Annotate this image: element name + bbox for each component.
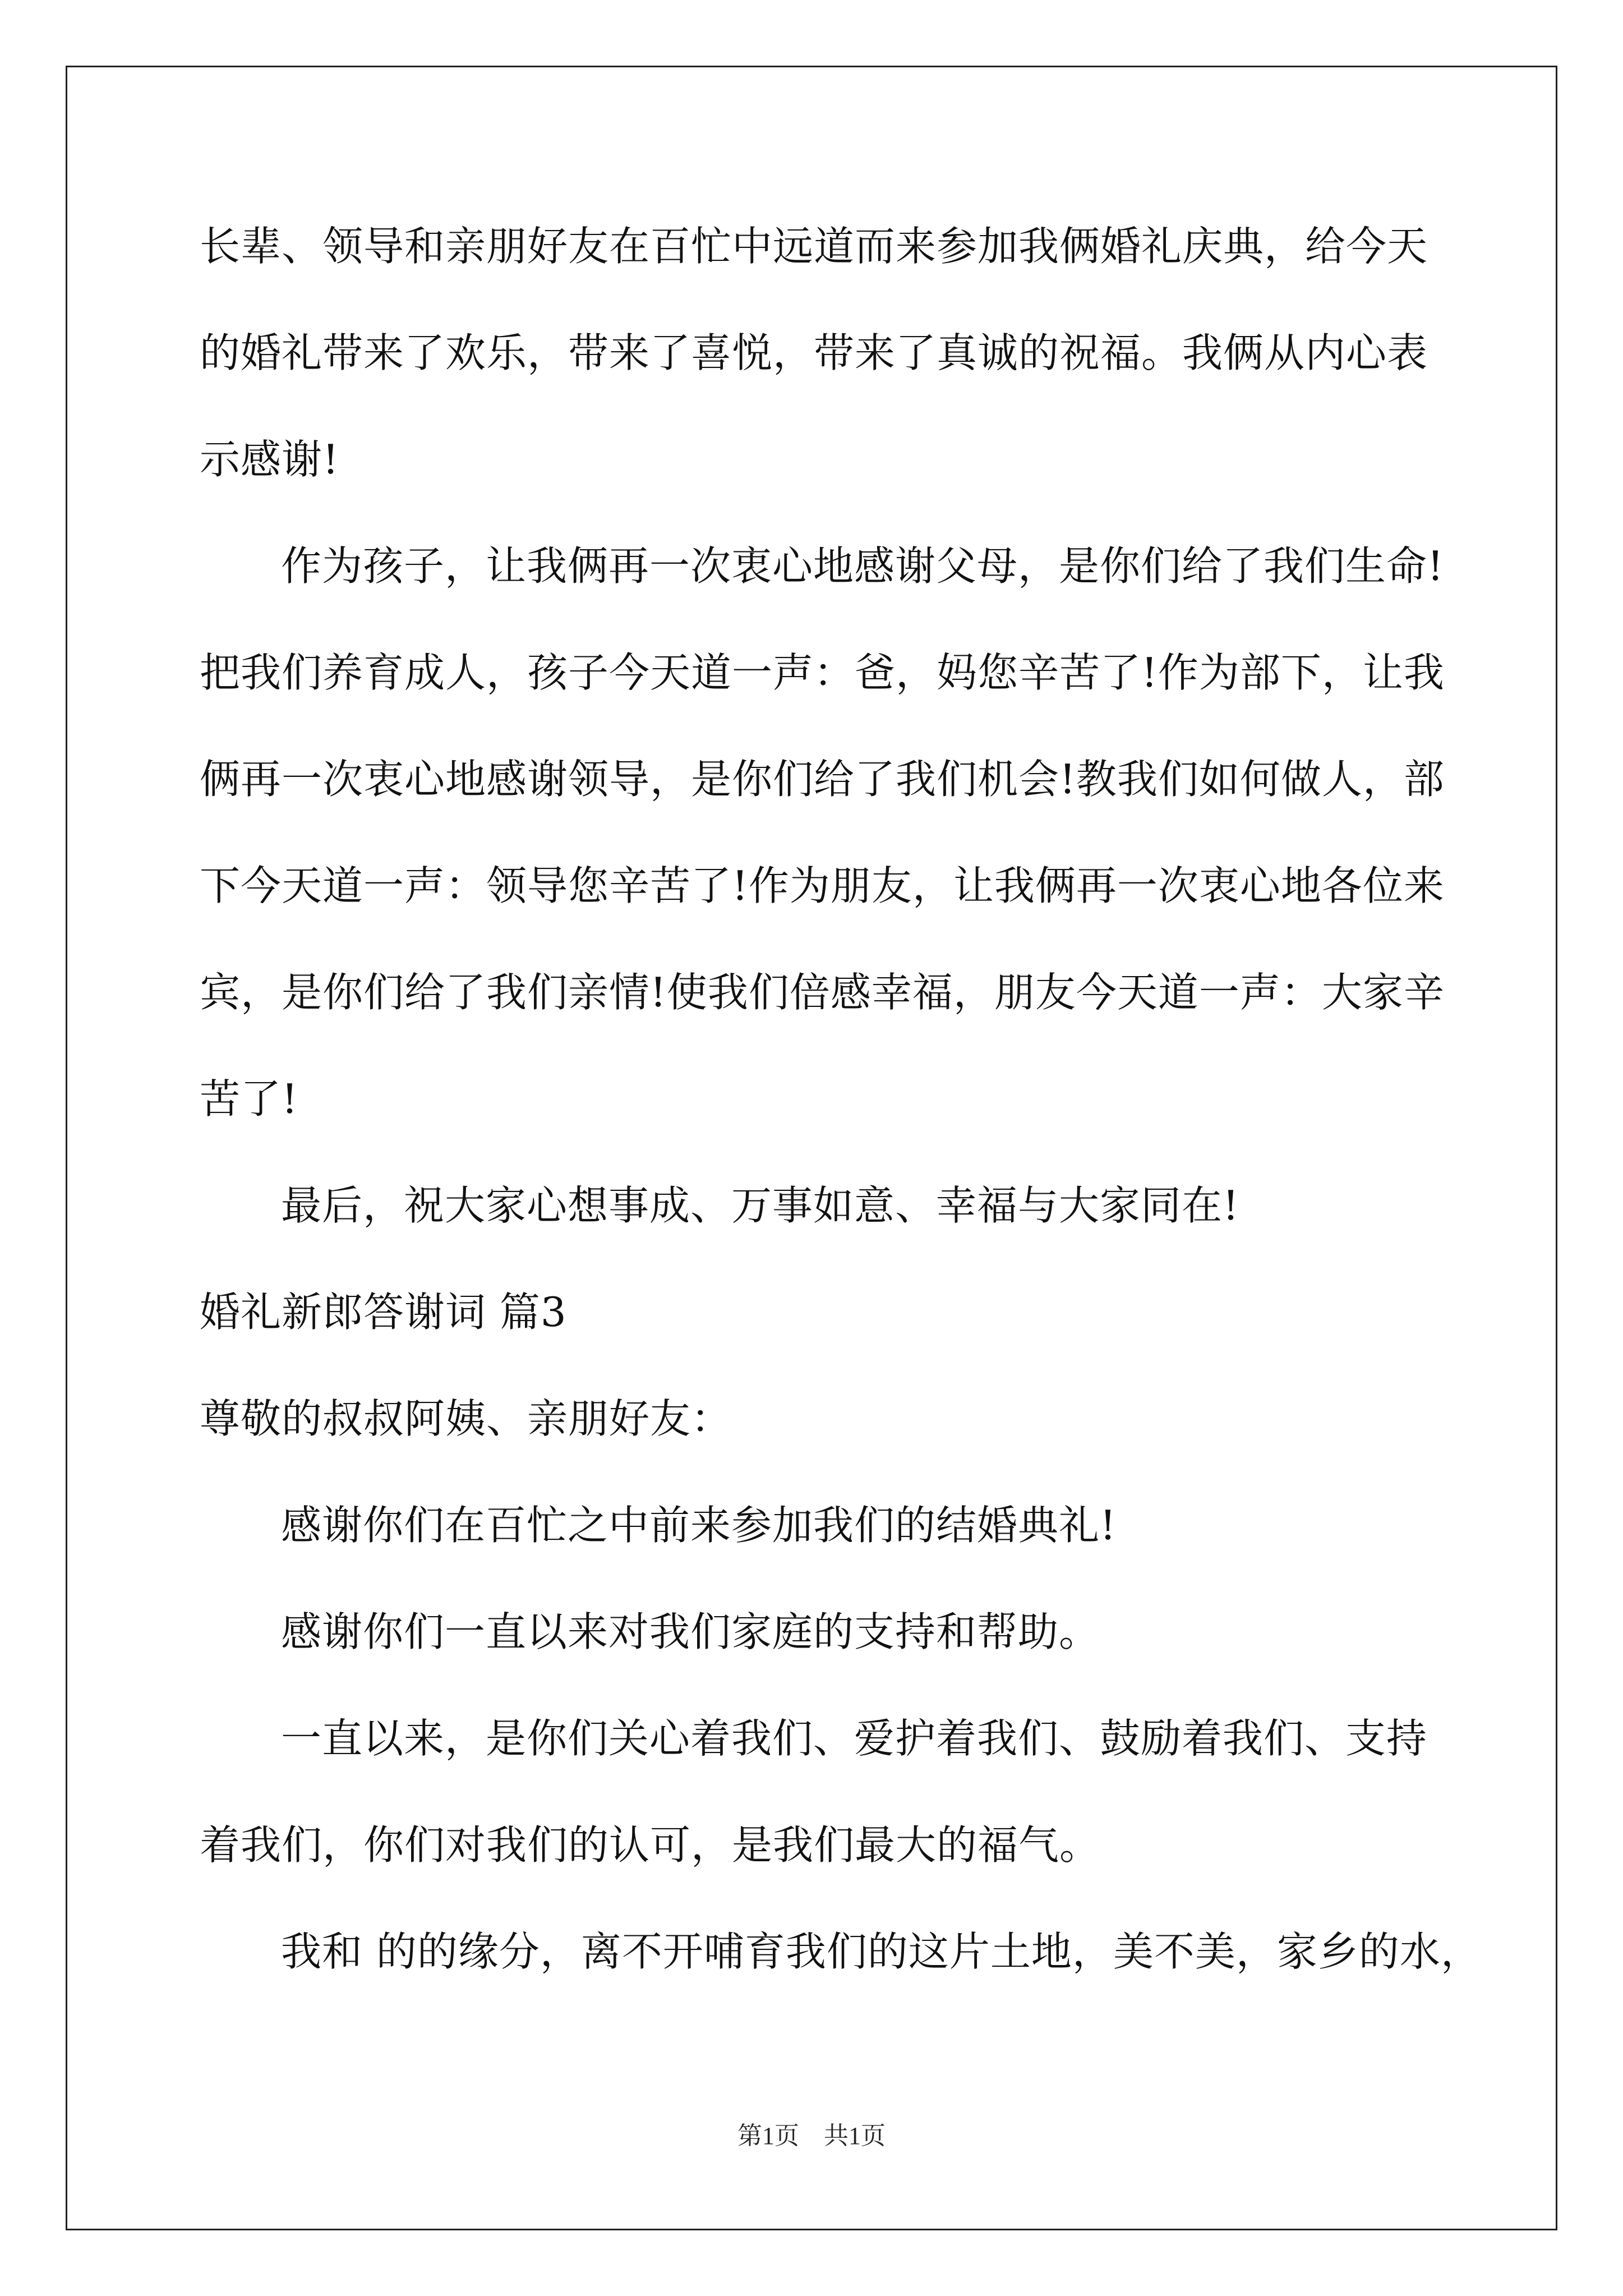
page-footer: 第1页 共1页 bbox=[737, 2122, 886, 2150]
page-border bbox=[66, 66, 1557, 2230]
paragraph-line: 苦了! bbox=[200, 1075, 298, 1122]
paragraph-line: 把我们养育成人，孩子今天道一声：爸，妈您辛苦了!作为部下，让我 bbox=[200, 649, 1445, 696]
salutation: 尊敬的叔叔阿姨、亲朋好友： bbox=[200, 1395, 732, 1442]
paragraph-line: 下今天道一声：领导您辛苦了!作为朋友，让我俩再一次衷心地各位来 bbox=[200, 862, 1445, 909]
paragraph-line: 示感谢! bbox=[200, 436, 339, 483]
paragraph-line: 俩再一次衷心地感谢领导，是你们给了我们机会!教我们如何做人，部 bbox=[200, 756, 1445, 803]
paragraph-line: 宾，是你们给了我们亲情!使我们倍感幸福，朋友今天道一声：大家辛 bbox=[200, 969, 1445, 1016]
paragraph-line: 我和 的的缘分，离不开哺育我们的这片土地，美不美，家乡的水， bbox=[281, 1928, 1482, 1975]
section-heading: 婚礼新郎答谢词 篇3 bbox=[200, 1289, 567, 1336]
paragraph-line: 最后，祝大家心想事成、万事如意、幸福与大家同在! bbox=[281, 1182, 1239, 1229]
paragraph-line: 的婚礼带来了欢乐，带来了喜悦，带来了真诚的祝福。我俩从内心表 bbox=[200, 329, 1428, 376]
paragraph-line: 感谢你们在百忙之中前来参加我们的结婚典礼! bbox=[281, 1502, 1117, 1549]
paragraph-line: 一直以来，是你们关心着我们、爱护着我们、鼓励着我们、支持 bbox=[281, 1715, 1428, 1762]
paragraph-line: 作为孩子，让我俩再一次衷心地感谢父母，是你们给了我们生命! bbox=[281, 542, 1444, 590]
paragraph-line: 着我们，你们对我们的认可，是我们最大的福气。 bbox=[200, 1821, 1101, 1869]
paragraph-line: 感谢你们一直以来对我们家庭的支持和帮助。 bbox=[281, 1608, 1100, 1655]
paragraph-line: 长辈、领导和亲朋好友在百忙中远道而来参加我俩婚礼庆典，给今天 bbox=[200, 223, 1428, 270]
